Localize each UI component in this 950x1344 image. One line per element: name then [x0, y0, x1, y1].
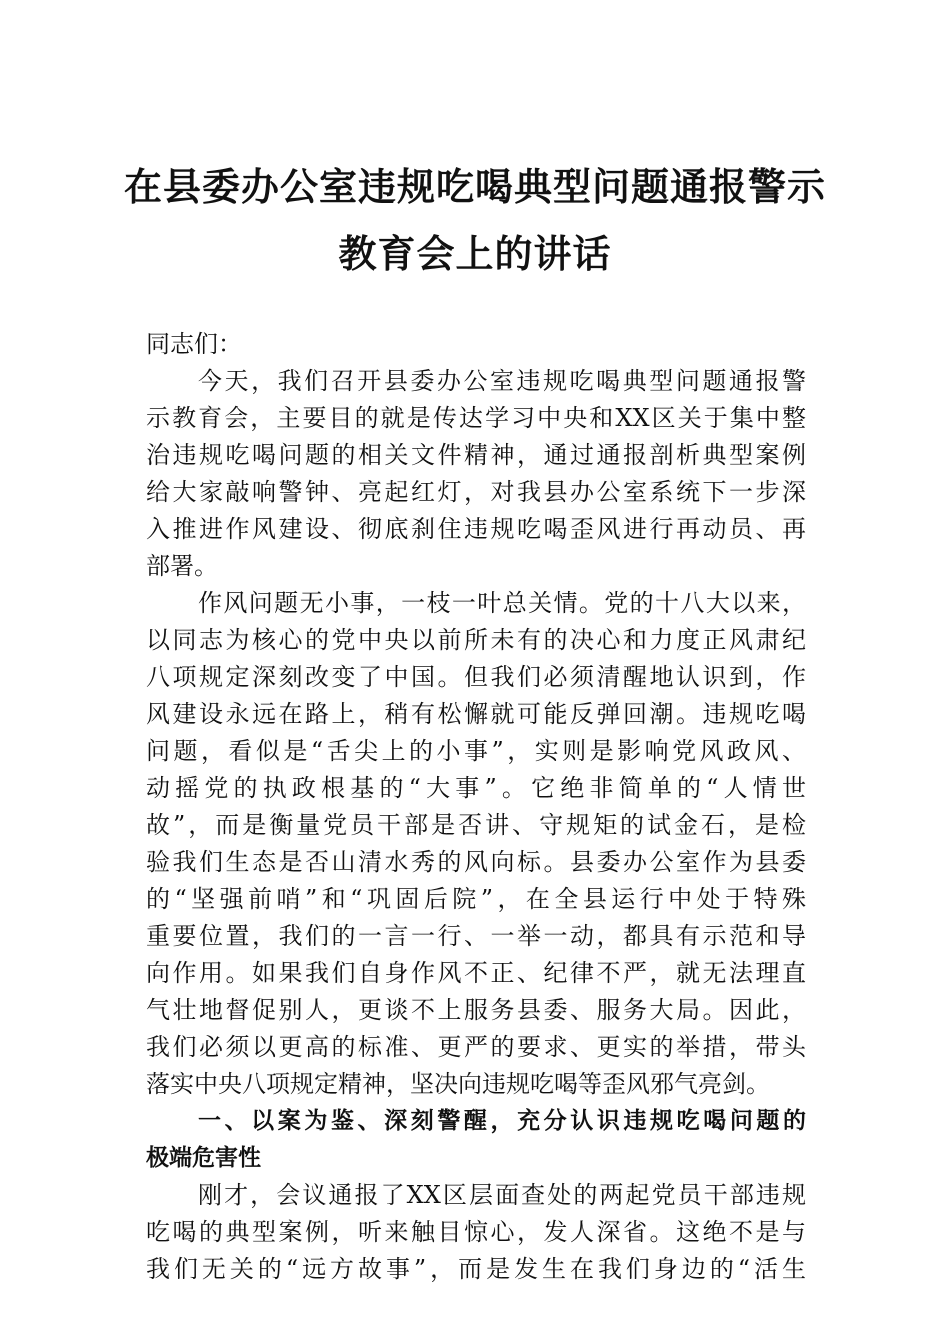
- body-text-line: 重要位置，我们的一言一行、一举一动，都具有示范和导: [146, 922, 806, 950]
- section-heading-line: 一、以案为鉴、深刻警醒，充分认识违规吃喝问题的: [198, 1108, 806, 1134]
- body-text-line: 故”，而是衡量党员干部是否讲、守规矩的试金石，是检: [146, 811, 806, 839]
- document-title-line-2: 教育会上的讲话: [338, 232, 612, 276]
- body-text-line: 八项规定深刻改变了中国。但我们必须清醒地认识到，作: [146, 663, 806, 691]
- body-text-line: 入推进作风建设、彻底刹住违规吃喝歪风进行再动员、再: [146, 515, 806, 543]
- body-text-line: 的“坚强前哨”和“巩固后院”，在全县运行中处于特殊: [146, 885, 806, 913]
- document-body: [146, 326, 806, 1288]
- body-text-line: 部署。: [146, 552, 218, 580]
- body-text-line: 动摇党的执政根基的“大事”。它绝非简单的“人情世: [146, 774, 806, 802]
- body-text-line: 落实中央八项规定精神，坚决向违规吃喝等歪风邪气亮剑。: [146, 1070, 770, 1098]
- body-text-line: 风建设永远在路上，稍有松懈就可能反弹回潮。违规吃喝: [146, 700, 806, 728]
- section-heading-line: 极端危害性: [146, 1145, 261, 1171]
- body-text-line: 今天，我们召开县委办公室违规吃喝典型问题通报警: [198, 367, 806, 395]
- body-text-line: 向作用。如果我们自身作风不正、纪律不严，就无法理直: [146, 959, 806, 987]
- body-text-line: 作风问题无小事，一枝一叶总关情。党的十八大以来，: [198, 589, 806, 617]
- document-title-line-1: 在县委办公室违规吃喝典型问题通报警示: [123, 165, 826, 209]
- body-text-line: 我们无关的“远方故事”，而是发生在我们身边的“活生: [146, 1255, 806, 1283]
- body-text-line: 我们必须以更高的标准、更严的要求、更实的举措，带头: [146, 1033, 806, 1061]
- body-text-line: 给大家敲响警钟、亮起红灯，对我县办公室系统下一步深: [146, 478, 806, 506]
- body-text-line: 示教育会，主要目的就是传达学习中央和XX区关于集中整: [146, 404, 806, 432]
- body-text-line: 同志们：: [146, 330, 242, 358]
- body-text-line: 以同志为核心的党中央以前所未有的决心和力度正风肃纪: [146, 626, 806, 654]
- body-text-line: 验我们生态是否山清水秀的风向标。县委办公室作为县委: [146, 848, 806, 876]
- body-text-line: 治违规吃喝问题的相关文件精神，通过通报剖析典型案例: [146, 441, 806, 469]
- body-text-line: 刚才，会议通报了XX区层面查处的两起党员干部违规: [198, 1181, 806, 1209]
- body-text-line: 吃喝的典型案例，听来触目惊心，发人深省。这绝不是与: [146, 1218, 806, 1246]
- body-text-line: 问题，看似是“舌尖上的小事”，实则是影响党风政风、: [146, 737, 806, 765]
- body-text-line: 气壮地督促别人，更谈不上服务县委、服务大局。因此，: [146, 996, 806, 1024]
